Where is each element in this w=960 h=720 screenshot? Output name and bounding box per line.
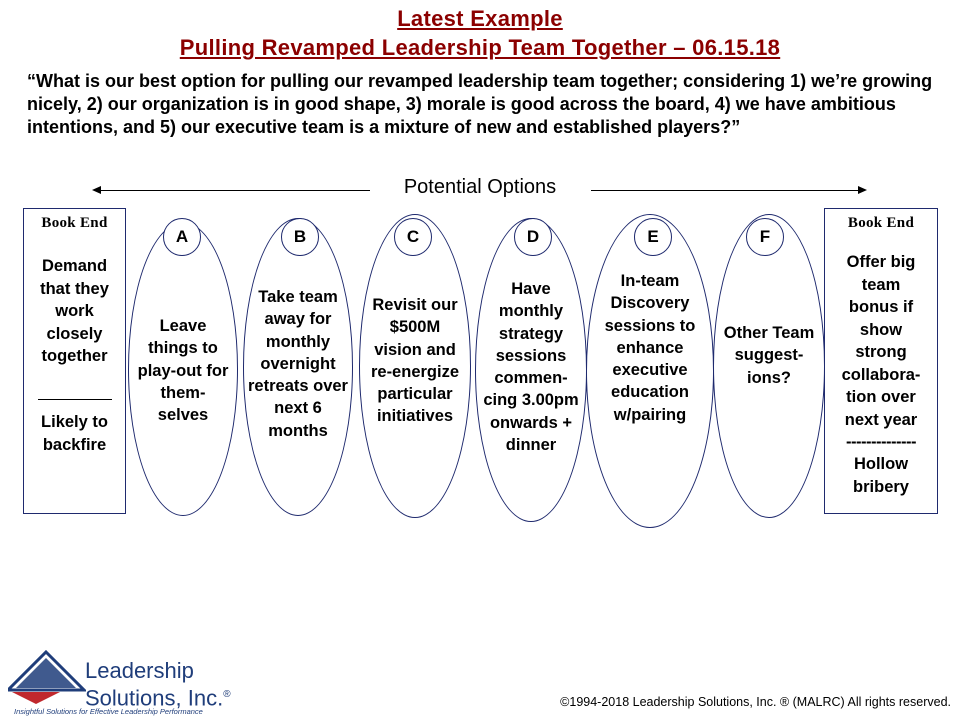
bookend-left-note: Likely to backfire [41,413,108,454]
option-f-letter: F [746,218,784,256]
arrow-line-right [591,190,863,191]
copyright-notice: ©1994-2018 Leadership Solutions, Inc. ® (MALRC) All rights reserved. [560,695,951,709]
bookend-right-note: Hollow bribery [853,455,909,496]
logo-line2: Solutions, Inc.® [85,685,231,711]
bookend-right-title: Book End [847,215,915,231]
option-e-text: In-team Discovery sessions to enhance executive education w/pairing [604,272,696,424]
option-d-text: Have monthly strategy sessions commen-cing 3.00pm onwards + dinner [483,280,579,455]
slide-title: Latest Example [397,6,563,31]
bookend-right-text: Offer big team bonus if show strong collabora-tion over next year [841,253,921,429]
option-b-letter: B [281,218,319,256]
bookend-left-divider [38,399,112,400]
bookend-left-title: Book End [41,215,108,231]
logo-line1: Leadership [85,658,194,683]
company-logo-text [85,659,231,710]
bookend-left [23,208,126,514]
option-d-letter: D [514,218,552,256]
arrow-line-left [96,190,370,191]
option-a-letter: A [163,218,201,256]
option-e-letter: E [634,218,672,256]
logo-tagline: Insightful Solutions for Effective Leadership Performance [14,707,203,716]
bookend-right [824,208,938,514]
logo-registered: ® [223,689,231,700]
slide-subtitle: Pulling Revamped Leadership Team Together – 06.15.18 [179,35,781,60]
option-c-text: Revisit our $500M vision and re-energize particular initiatives [370,296,460,426]
options-label: Potential Options [403,176,557,198]
company-logo-icon [8,650,86,706]
option-a-text: Leave things to play-out for them-selves [137,317,229,425]
bookend-left-text: Demand that they work closely together [40,257,109,365]
option-c-letter: C [394,218,432,256]
arrow-right-head [858,186,867,194]
option-f-text: Other Team suggest-ions? [723,324,815,387]
question-text: “What is our best option for pulling our revamped leadership team together; considering 1) we’re growing nicely, 2) our organization is in good shape, 3) morale is good across the board, 4) we have ambitious intentions, and 5) our executive team is a mixture of new and established players?” [27,71,933,137]
option-b-text: Take team away for monthly overnight retreats over next 6 months [248,288,348,440]
bookend-right-divider: -------------- [846,433,916,451]
